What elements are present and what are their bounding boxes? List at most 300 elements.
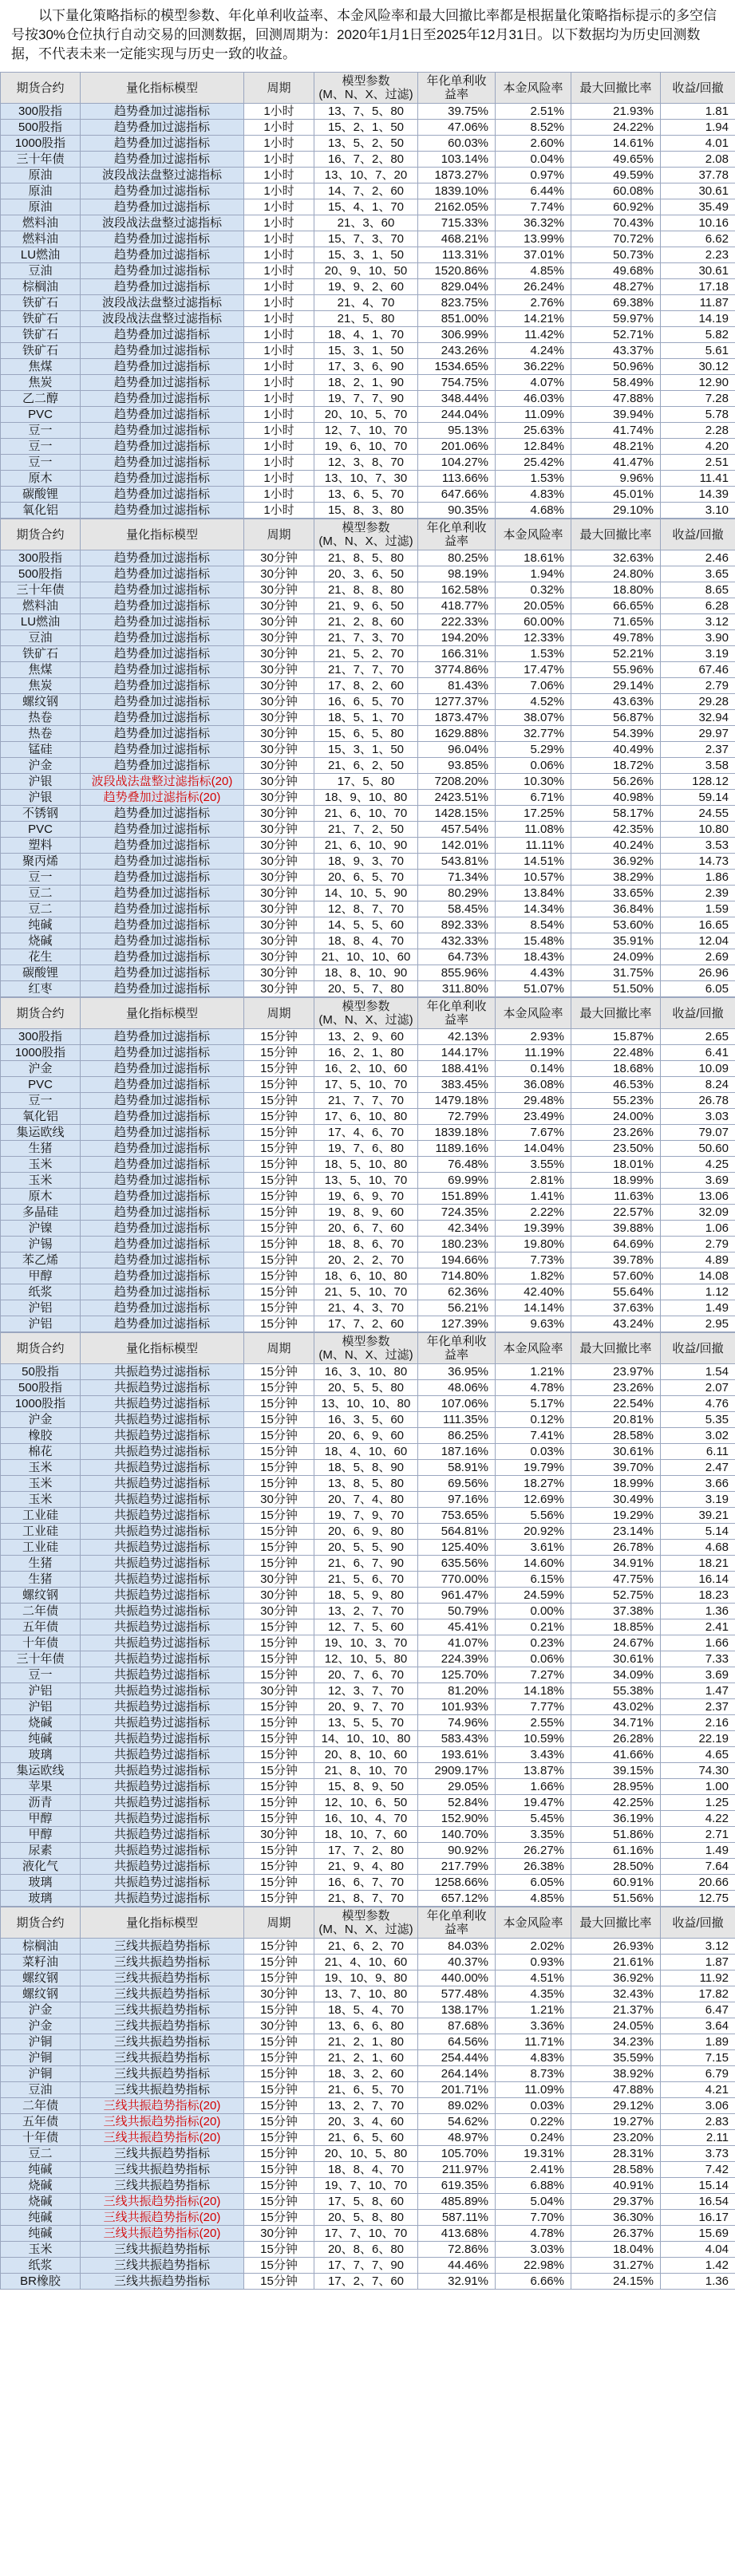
cell-contract: 沪金 (1, 1061, 81, 1077)
cell-params: 18、8、10、90 (314, 965, 418, 981)
cell-max-drawdown: 60.92% (571, 199, 661, 215)
cell-model: 趋势叠加过滤指标 (81, 614, 244, 630)
strategy-table (0, 1332, 735, 1907)
cell-params: 19、6、10、70 (314, 439, 418, 455)
cell-return-drawdown: 2.65 (661, 1029, 735, 1045)
cell-params: 13、2、7、70 (314, 2098, 418, 2114)
cell-return-drawdown: 8.65 (661, 582, 735, 598)
cell-max-drawdown: 43.24% (571, 1316, 661, 1332)
cell-contract: 焦炭 (1, 678, 81, 694)
cell-model: 三线共振趋势指标(20) (81, 2098, 244, 2114)
cell-period: 30分钟 (244, 758, 314, 774)
table-row (1, 1061, 735, 1077)
cell-return-drawdown: 1.42 (661, 2258, 735, 2274)
table-row (1, 870, 735, 886)
cell-period: 15分钟 (244, 1524, 314, 1540)
cell-model: 趋势叠加过滤指标 (81, 327, 244, 343)
cell-return-drawdown: 24.55 (661, 806, 735, 822)
cell-params: 19、7、6、80 (314, 1141, 418, 1157)
cell-contract: 碳酸锂 (1, 965, 81, 981)
cell-contract: 螺纹钢 (1, 1588, 81, 1604)
cell-max-drawdown: 33.65% (571, 886, 661, 901)
cell-max-drawdown: 26.28% (571, 1731, 661, 1747)
cell-params: 17、5、10、70 (314, 1077, 418, 1093)
cell-return-drawdown: 7.64 (661, 1859, 735, 1875)
cell-annual-return: 1189.16% (418, 1141, 496, 1157)
cell-max-drawdown: 30.49% (571, 1492, 661, 1508)
table-row (1, 136, 735, 152)
strategy-table (0, 519, 735, 997)
cell-params: 17、7、2、60 (314, 1316, 418, 1332)
cell-model: 共振趋势过滤指标 (81, 1651, 244, 1667)
cell-model: 趋势叠加过滤指标 (81, 1284, 244, 1300)
cell-period: 30分钟 (244, 822, 314, 838)
cell-params: 21、7、3、70 (314, 630, 418, 646)
cell-annual-return: 432.33% (418, 933, 496, 949)
cell-principal-risk: 0.03% (496, 2098, 571, 2114)
cell-principal-risk: 10.57% (496, 870, 571, 886)
cell-params: 20、6、5、70 (314, 870, 418, 886)
cell-params: 18、8、6、70 (314, 1237, 418, 1252)
table-row (1, 1859, 735, 1875)
cell-max-drawdown: 20.81% (571, 1412, 661, 1428)
table-row (1, 1380, 735, 1396)
cell-max-drawdown: 30.61% (571, 1444, 661, 1460)
cell-model: 趋势叠加过滤指标 (81, 1316, 244, 1332)
cell-contract: 三十年债 (1, 1651, 81, 1667)
cell-contract: LU燃油 (1, 247, 81, 263)
cell-params: 18、6、10、80 (314, 1268, 418, 1284)
cell-return-drawdown: 29.28 (661, 694, 735, 710)
cell-principal-risk: 12.84% (496, 439, 571, 455)
cell-period: 15分钟 (244, 1093, 314, 1109)
cell-annual-return: 264.14% (418, 2066, 496, 2082)
table-row (1, 662, 735, 678)
table-row (1, 1268, 735, 1284)
header-model: 量化指标模型 (81, 1333, 244, 1364)
cell-principal-risk: 4.78% (496, 2226, 571, 2242)
cell-max-drawdown: 21.37% (571, 2002, 661, 2018)
table-row (1, 1763, 735, 1779)
cell-period: 15分钟 (244, 1268, 314, 1284)
cell-max-drawdown: 18.80% (571, 582, 661, 598)
cell-annual-return: 142.01% (418, 838, 496, 854)
cell-params: 21、7、2、50 (314, 822, 418, 838)
cell-params: 14、5、5、60 (314, 917, 418, 933)
cell-annual-return: 74.96% (418, 1715, 496, 1731)
cell-annual-return: 111.35% (418, 1412, 496, 1428)
cell-params: 16、6、5、70 (314, 694, 418, 710)
cell-max-drawdown: 34.71% (571, 1715, 661, 1731)
cell-principal-risk: 26.24% (496, 279, 571, 295)
cell-params: 18、5、1、70 (314, 710, 418, 726)
cell-return-drawdown: 10.16 (661, 215, 735, 231)
cell-model: 趋势叠加过滤指标 (81, 423, 244, 439)
cell-max-drawdown: 37.38% (571, 1604, 661, 1619)
cell-max-drawdown: 36.84% (571, 901, 661, 917)
cell-return-drawdown: 14.39 (661, 487, 735, 503)
cell-model: 趋势叠加过滤指标 (81, 359, 244, 375)
cell-return-drawdown: 18.23 (661, 1588, 735, 1604)
cell-period: 15分钟 (244, 1699, 314, 1715)
cell-annual-return: 162.58% (418, 582, 496, 598)
cell-annual-return: 1839.18% (418, 1125, 496, 1141)
cell-period: 30分钟 (244, 2226, 314, 2242)
cell-model: 共振趋势过滤指标 (81, 1604, 244, 1619)
header-params: 模型参数 (M、N、X、过滤) (314, 73, 418, 104)
strategy-table (0, 1907, 735, 2290)
cell-contract: 五年债 (1, 1619, 81, 1635)
table-row (1, 2018, 735, 2034)
cell-contract: 烧碱 (1, 2178, 81, 2194)
cell-max-drawdown: 24.80% (571, 566, 661, 582)
cell-annual-return: 188.41% (418, 1061, 496, 1077)
cell-return-drawdown: 1.87 (661, 1955, 735, 1970)
cell-return-drawdown: 14.19 (661, 311, 735, 327)
cell-annual-return: 44.46% (418, 2258, 496, 2274)
cell-period: 15分钟 (244, 1077, 314, 1093)
cell-contract: 锰硅 (1, 742, 81, 758)
cell-contract: 棕榈油 (1, 1939, 81, 1955)
cell-annual-return: 224.39% (418, 1651, 496, 1667)
cell-principal-risk: 22.98% (496, 2258, 571, 2274)
cell-period: 30分钟 (244, 582, 314, 598)
cell-period: 15分钟 (244, 1651, 314, 1667)
cell-return-drawdown: 16.65 (661, 917, 735, 933)
cell-annual-return: 657.12% (418, 1891, 496, 1907)
cell-period: 15分钟 (244, 1556, 314, 1572)
cell-model: 趋势叠加过滤指标 (81, 1093, 244, 1109)
cell-return-drawdown: 2.07 (661, 1380, 735, 1396)
cell-max-drawdown: 36.19% (571, 1811, 661, 1827)
table-header-row (1, 1907, 735, 1939)
cell-principal-risk: 4.43% (496, 965, 571, 981)
cell-annual-return: 577.48% (418, 1986, 496, 2002)
cell-annual-return: 306.99% (418, 327, 496, 343)
cell-max-drawdown: 66.65% (571, 598, 661, 614)
cell-model: 共振趋势过滤指标 (81, 1779, 244, 1795)
cell-model: 三线共振趋势指标 (81, 2146, 244, 2162)
table-row (1, 806, 735, 822)
cell-period: 15分钟 (244, 1205, 314, 1221)
cell-contract: 十年债 (1, 2130, 81, 2146)
cell-params: 15、8、9、50 (314, 1779, 418, 1795)
cell-principal-risk: 3.35% (496, 1827, 571, 1843)
header-contract: 期货合约 (1, 998, 81, 1029)
cell-principal-risk: 5.56% (496, 1508, 571, 1524)
cell-contract: 棕榈油 (1, 279, 81, 295)
cell-model: 趋势叠加过滤指标 (81, 183, 244, 199)
cell-return-drawdown: 1.86 (661, 870, 735, 886)
cell-principal-risk: 14.04% (496, 1141, 571, 1157)
table-row (1, 1284, 735, 1300)
cell-model: 共振趋势过滤指标 (81, 1540, 244, 1556)
cell-annual-return: 714.80% (418, 1268, 496, 1284)
cell-contract: 焦煤 (1, 662, 81, 678)
cell-return-drawdown: 2.46 (661, 550, 735, 566)
cell-annual-return: 647.66% (418, 487, 496, 503)
cell-contract: 纯碱 (1, 2210, 81, 2226)
cell-params: 18、5、8、90 (314, 1460, 418, 1476)
cell-params: 21、8、5、80 (314, 550, 418, 566)
cell-return-drawdown: 3.02 (661, 1428, 735, 1444)
cell-max-drawdown: 41.66% (571, 1747, 661, 1763)
cell-model: 共振趋势过滤指标 (81, 1572, 244, 1588)
table-row (1, 1715, 735, 1731)
cell-model: 趋势叠加过滤指标 (81, 1157, 244, 1173)
cell-period: 30分钟 (244, 1492, 314, 1508)
cell-period: 15分钟 (244, 1843, 314, 1859)
table-row (1, 1492, 735, 1508)
cell-annual-return: 89.02% (418, 2098, 496, 2114)
cell-model: 共振趋势过滤指标 (81, 1667, 244, 1683)
cell-params: 17、3、6、90 (314, 359, 418, 375)
cell-period: 15分钟 (244, 1396, 314, 1412)
cell-principal-risk: 18.61% (496, 550, 571, 566)
cell-params: 21、2、8、60 (314, 614, 418, 630)
cell-annual-return: 1534.65% (418, 359, 496, 375)
cell-return-drawdown: 6.41 (661, 1045, 735, 1061)
cell-annual-return: 753.65% (418, 1508, 496, 1524)
cell-principal-risk: 0.14% (496, 1061, 571, 1077)
cell-model: 共振趋势过滤指标 (81, 1508, 244, 1524)
cell-return-drawdown: 2.69 (661, 949, 735, 965)
cell-max-drawdown: 28.58% (571, 2162, 661, 2178)
table-row (1, 311, 735, 327)
cell-annual-return: 98.19% (418, 566, 496, 582)
cell-params: 13、2、7、70 (314, 1604, 418, 1619)
cell-period: 30分钟 (244, 678, 314, 694)
cell-params: 16、3、10、80 (314, 1364, 418, 1380)
cell-contract: 纸浆 (1, 1284, 81, 1300)
cell-annual-return: 194.20% (418, 630, 496, 646)
cell-contract: 沪铝 (1, 1683, 81, 1699)
cell-model: 趋势叠加过滤指标 (81, 1141, 244, 1157)
cell-contract: 烧碱 (1, 1715, 81, 1731)
cell-period: 15分钟 (244, 1045, 314, 1061)
table-row (1, 1891, 735, 1907)
header-annual-return: 年化单利收益率 (418, 519, 496, 550)
table-row (1, 1412, 735, 1428)
cell-period: 15分钟 (244, 1715, 314, 1731)
cell-params: 18、10、7、60 (314, 1827, 418, 1843)
cell-model: 趋势叠加过滤指标 (81, 1061, 244, 1077)
cell-max-drawdown: 23.14% (571, 1524, 661, 1540)
header-contract: 期货合约 (1, 519, 81, 550)
cell-principal-risk: 13.87% (496, 1763, 571, 1779)
cell-max-drawdown: 57.60% (571, 1268, 661, 1284)
cell-return-drawdown: 3.19 (661, 646, 735, 662)
header-model: 量化指标模型 (81, 1907, 244, 1939)
cell-period: 15分钟 (244, 1316, 314, 1332)
cell-contract: 三十年债 (1, 152, 81, 168)
cell-return-drawdown: 32.94 (661, 710, 735, 726)
cell-contract: 多晶硅 (1, 1205, 81, 1221)
cell-principal-risk: 2.55% (496, 1715, 571, 1731)
cell-annual-return: 1629.88% (418, 726, 496, 742)
cell-period: 15分钟 (244, 2114, 314, 2130)
cell-max-drawdown: 55.23% (571, 1093, 661, 1109)
cell-annual-return: 64.73% (418, 949, 496, 965)
cell-return-drawdown: 5.35 (661, 1412, 735, 1428)
cell-return-drawdown: 3.19 (661, 1492, 735, 1508)
cell-model: 共振趋势过滤指标 (81, 1795, 244, 1811)
cell-annual-return: 58.91% (418, 1460, 496, 1476)
cell-model: 共振趋势过滤指标 (81, 1619, 244, 1635)
cell-params: 12、10、6、50 (314, 1795, 418, 1811)
cell-params: 15、4、1、70 (314, 199, 418, 215)
cell-contract: 焦炭 (1, 375, 81, 391)
cell-return-drawdown: 5.61 (661, 343, 735, 359)
cell-period: 15分钟 (244, 2050, 314, 2066)
table-row (1, 1731, 735, 1747)
cell-params: 19、10、3、70 (314, 1635, 418, 1651)
table-row (1, 981, 735, 997)
cell-return-drawdown: 1.36 (661, 2274, 735, 2290)
cell-contract: PVC (1, 1077, 81, 1093)
cell-params: 19、8、9、60 (314, 1205, 418, 1221)
cell-annual-return: 45.41% (418, 1619, 496, 1635)
cell-params: 16、10、4、70 (314, 1811, 418, 1827)
cell-return-drawdown: 15.69 (661, 2226, 735, 2242)
cell-params: 17、7、2、80 (314, 1843, 418, 1859)
cell-max-drawdown: 42.35% (571, 822, 661, 838)
cell-contract: 300股指 (1, 1029, 81, 1045)
cell-period: 30分钟 (244, 646, 314, 662)
cell-model: 共振趋势过滤指标 (81, 1524, 244, 1540)
table-row (1, 168, 735, 183)
cell-return-drawdown: 5.14 (661, 1524, 735, 1540)
cell-principal-risk: 2.76% (496, 295, 571, 311)
cell-period: 30分钟 (244, 614, 314, 630)
cell-contract: 铁矿石 (1, 646, 81, 662)
cell-contract: 集运欧线 (1, 1763, 81, 1779)
cell-return-drawdown: 3.64 (661, 2018, 735, 2034)
cell-contract: 燃料油 (1, 598, 81, 614)
cell-contract: 沪锡 (1, 1237, 81, 1252)
cell-model: 三线共振趋势指标 (81, 1986, 244, 2002)
cell-period: 30分钟 (244, 1604, 314, 1619)
cell-params: 21、5、2、70 (314, 646, 418, 662)
table-row (1, 965, 735, 981)
cell-return-drawdown: 6.28 (661, 598, 735, 614)
table-row (1, 774, 735, 790)
cell-annual-return: 62.36% (418, 1284, 496, 1300)
header-contract: 期货合约 (1, 1333, 81, 1364)
cell-return-drawdown: 2.47 (661, 1460, 735, 1476)
cell-max-drawdown: 23.20% (571, 2130, 661, 2146)
header-max-drawdown: 最大回撤比率 (571, 73, 661, 104)
cell-params: 21、6、2、70 (314, 1939, 418, 1955)
cell-principal-risk: 2.51% (496, 104, 571, 120)
cell-contract: 菜籽油 (1, 1955, 81, 1970)
cell-principal-risk: 1.53% (496, 646, 571, 662)
cell-contract: BR橡胶 (1, 2274, 81, 2290)
cell-annual-return: 76.48% (418, 1157, 496, 1173)
cell-model: 三线共振趋势指标 (81, 2258, 244, 2274)
cell-params: 21、6、10、90 (314, 838, 418, 854)
cell-annual-return: 254.44% (418, 2050, 496, 2066)
cell-principal-risk: 14.51% (496, 854, 571, 870)
cell-return-drawdown: 2.39 (661, 886, 735, 901)
cell-annual-return: 69.56% (418, 1476, 496, 1492)
cell-max-drawdown: 69.38% (571, 295, 661, 311)
cell-max-drawdown: 24.09% (571, 949, 661, 965)
table-row (1, 598, 735, 614)
cell-period: 1小时 (244, 247, 314, 263)
cell-period: 15分钟 (244, 1891, 314, 1907)
table-row (1, 1651, 735, 1667)
cell-params: 21、2、1、80 (314, 2034, 418, 2050)
cell-return-drawdown: 3.73 (661, 2146, 735, 2162)
cell-contract: LU燃油 (1, 614, 81, 630)
cell-annual-return: 961.47% (418, 1588, 496, 1604)
cell-annual-return: 187.16% (418, 1444, 496, 1460)
cell-principal-risk: 8.73% (496, 2066, 571, 2082)
cell-contract: 生猪 (1, 1141, 81, 1157)
cell-model: 趋势叠加过滤指标 (81, 806, 244, 822)
cell-period: 15分钟 (244, 1428, 314, 1444)
cell-period: 15分钟 (244, 1029, 314, 1045)
cell-annual-return: 105.70% (418, 2146, 496, 2162)
cell-period: 30分钟 (244, 598, 314, 614)
cell-contract: 沪铝 (1, 1699, 81, 1715)
cell-params: 13、6、6、80 (314, 2018, 418, 2034)
cell-principal-risk: 1.82% (496, 1268, 571, 1284)
cell-principal-risk: 11.71% (496, 2034, 571, 2050)
cell-period: 1小时 (244, 120, 314, 136)
cell-model: 三线共振趋势指标 (81, 2274, 244, 2290)
table-row (1, 1939, 735, 1955)
cell-principal-risk: 51.07% (496, 981, 571, 997)
cell-contract: 纯碱 (1, 2226, 81, 2242)
cell-principal-risk: 7.73% (496, 1252, 571, 1268)
cell-principal-risk: 10.30% (496, 774, 571, 790)
cell-period: 1小时 (244, 104, 314, 120)
cell-model: 三线共振趋势指标 (81, 2178, 244, 2194)
table-row (1, 1364, 735, 1380)
table-row (1, 614, 735, 630)
cell-period: 15分钟 (244, 2002, 314, 2018)
cell-annual-return: 457.54% (418, 822, 496, 838)
cell-model: 趋势叠加过滤指标 (81, 104, 244, 120)
cell-principal-risk: 29.48% (496, 1093, 571, 1109)
cell-max-drawdown: 29.10% (571, 503, 661, 519)
cell-max-drawdown: 36.92% (571, 854, 661, 870)
cell-return-drawdown: 29.97 (661, 726, 735, 742)
cell-max-drawdown: 29.14% (571, 678, 661, 694)
cell-period: 15分钟 (244, 1460, 314, 1476)
cell-model: 趋势叠加过滤指标 (81, 646, 244, 662)
cell-return-drawdown: 1.12 (661, 1284, 735, 1300)
header-period: 周期 (244, 1907, 314, 1939)
header-principal-risk: 本金风险率 (496, 1333, 571, 1364)
cell-contract: 沪银 (1, 790, 81, 806)
cell-principal-risk: 3.36% (496, 2018, 571, 2034)
cell-contract: 甲醇 (1, 1827, 81, 1843)
table-row (1, 2082, 735, 2098)
table-row (1, 2050, 735, 2066)
cell-model: 趋势叠加过滤指标 (81, 933, 244, 949)
cell-params: 21、5、10、70 (314, 1284, 418, 1300)
cell-params: 15、7、3、70 (314, 231, 418, 247)
cell-period: 15分钟 (244, 2130, 314, 2146)
cell-period: 15分钟 (244, 2034, 314, 2050)
cell-period: 1小时 (244, 199, 314, 215)
table-row (1, 901, 735, 917)
cell-principal-risk: 6.71% (496, 790, 571, 806)
table-row (1, 2178, 735, 2194)
